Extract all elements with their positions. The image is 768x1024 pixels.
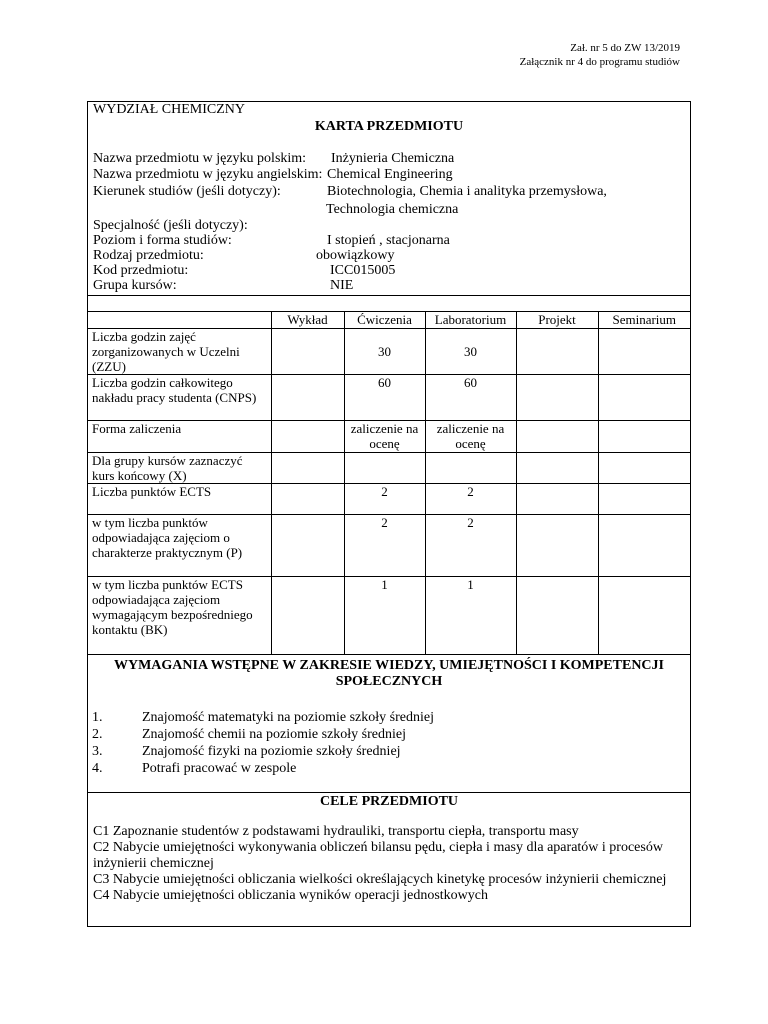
table-cell (598, 328, 690, 374)
table-cell (598, 576, 690, 654)
table-row (88, 576, 690, 654)
header-cell: Laboratorium (425, 312, 516, 328)
table-cell (598, 374, 690, 420)
prerequisites-title: WYMAGANIA WSTĘPNE W ZAKRESIE WIEDZY, UMIEJĘTNOŚCI I KOMPETENCJI SPOŁECZNYCH (113, 657, 664, 689)
field-label: Grupa kursów: (93, 278, 177, 293)
blank-row (88, 296, 690, 312)
table-row (88, 420, 690, 452)
table-cell (425, 452, 516, 483)
header-cell (88, 312, 271, 328)
table-cell: 1 (344, 576, 425, 654)
header-cell: Projekt (516, 312, 598, 328)
field-value: Chemical Engineering (327, 167, 453, 182)
table-cell (516, 420, 598, 452)
table-cell (271, 483, 344, 514)
field-value: Inżynieria Chemiczna (331, 151, 455, 166)
table-cell: zaliczenie na ocenę (425, 420, 516, 452)
field-row (93, 202, 685, 218)
table-cell: 60 (425, 374, 516, 420)
row-label: Liczba godzin zajęć zorganizowanych w Uczelni (ZZU) (88, 328, 271, 374)
field-value: ICC015005 (330, 263, 396, 278)
goals-section (88, 793, 690, 926)
field-row (93, 263, 685, 279)
header-cell: Seminarium (598, 312, 690, 328)
table-cell: 2 (425, 483, 516, 514)
table-cell (516, 576, 598, 654)
table-cell (271, 514, 344, 576)
goal-item: C3 Nabycie umiejętności obliczania wielkości określających kinetykę procesów inżynierii chemicznej (93, 871, 667, 887)
field-row (93, 184, 685, 200)
goal-item: C2 Nabycie umiejętności wykonywania obliczeń bilansu pędu, ciepła i masy dla aparatów i procesów inżynierii chemicznej (93, 839, 663, 871)
field-row (93, 233, 685, 249)
table-row (88, 483, 690, 514)
item-text: Znajomość chemii na poziomie szkoły średniej (142, 726, 406, 742)
list-item (92, 743, 686, 760)
item-number: 4. (92, 760, 103, 776)
table-cell (598, 452, 690, 483)
table-cell: 2 (344, 514, 425, 576)
table-row (88, 514, 690, 576)
attachment-program-note: Załącznik nr 4 do programu studiów (519, 56, 680, 68)
card-title: KARTA PRZEDMIOTU (314, 119, 464, 134)
row-label: Dla grupy kursów zaznaczyć kurs końcowy (X) (88, 452, 271, 483)
table-cell: 1 (425, 576, 516, 654)
prerequisites-list (92, 709, 686, 777)
table-cell: 2 (425, 514, 516, 576)
table-row (88, 374, 690, 420)
field-value: NIE (330, 278, 354, 293)
table-cell (598, 514, 690, 576)
field-label: Rodzaj przedmiotu: (93, 248, 204, 263)
row-label: Liczba godzin całkowitego nakładu pracy studenta (CNPS) (88, 374, 271, 420)
table-cell (271, 328, 344, 374)
faculty-name: WYDZIAŁ CHEMICZNY (93, 102, 246, 117)
field-row (93, 151, 685, 167)
prerequisites-section (88, 655, 690, 793)
table-row (88, 328, 690, 374)
table-header-row (88, 312, 690, 328)
field-row (93, 278, 685, 294)
course-card (87, 101, 691, 927)
goal-item: C4 Nabycie umiejętności obliczania wyników operacji jednostkowych (93, 887, 489, 903)
table-cell (516, 328, 598, 374)
header-cell: Ćwiczenia (344, 312, 425, 328)
table-row (88, 452, 690, 483)
field-label: Specjalność (jeśli dotyczy): (93, 218, 248, 233)
field-row (93, 218, 685, 234)
item-number: 3. (92, 743, 103, 759)
table-cell (516, 514, 598, 576)
item-text: Znajomość fizyki na poziomie szkoły średniej (142, 743, 401, 759)
table-cell (271, 420, 344, 452)
table-cell (516, 483, 598, 514)
table-cell (516, 452, 598, 483)
table-cell (516, 374, 598, 420)
goals-list (93, 824, 686, 904)
field-row (93, 167, 685, 183)
table-cell (598, 483, 690, 514)
field-label: Nazwa przedmiotu w języku angielskim: (93, 167, 323, 182)
list-item (92, 709, 686, 726)
table-cell (598, 420, 690, 452)
field-label: Nazwa przedmiotu w języku polskim: (93, 151, 307, 166)
field-value: I stopień , stacjonarna (327, 233, 450, 248)
field-label: Kod przedmiotu: (93, 263, 189, 278)
goal-item: C1 Zapoznanie studentów z podstawami hydrauliki, transportu ciepła, transportu masy (93, 823, 579, 839)
header-cell: Wykład (271, 312, 344, 328)
hours-table (88, 312, 690, 655)
table-cell: 2 (344, 483, 425, 514)
attachment-note: Zał. nr 5 do ZW 13/2019 (570, 42, 680, 54)
field-value: Technologia chemiczna (326, 202, 459, 217)
table-cell (271, 374, 344, 420)
course-info-section (88, 102, 690, 296)
item-number: 1. (92, 709, 103, 725)
row-label: Liczba punktów ECTS (88, 483, 271, 514)
table-cell (344, 452, 425, 483)
row-label: w tym liczba punktów odpowiadająca zajęciom o charakterze praktycznym (P) (88, 514, 271, 576)
goals-title: CELE PRZEDMIOTU (319, 793, 459, 809)
table-cell: zaliczenie na ocenę (344, 420, 425, 452)
table-cell: 30 (425, 328, 516, 374)
row-label: Forma zaliczenia (88, 420, 271, 452)
table-cell (271, 576, 344, 654)
list-item (92, 726, 686, 743)
field-value: Biotechnologia, Chemia i analityka przemysłowa, (327, 184, 607, 199)
field-label: Poziom i forma studiów: (93, 233, 232, 248)
item-text: Znajomość matematyki na poziomie szkoły średniej (142, 709, 434, 725)
field-row (93, 248, 685, 264)
table-cell: 30 (344, 328, 425, 374)
table-cell: 60 (344, 374, 425, 420)
list-item (92, 760, 686, 777)
table-cell (271, 452, 344, 483)
field-label: Kierunek studiów (jeśli dotyczy): (93, 184, 281, 199)
item-text: Potrafi pracować w zespole (142, 760, 297, 776)
row-label: w tym liczba punktów ECTS odpowiadająca zajęciom wymagającym bezpośredniego kontaktu (BK) (88, 576, 271, 654)
item-number: 2. (92, 726, 103, 742)
field-value: obowiązkowy (316, 248, 395, 263)
